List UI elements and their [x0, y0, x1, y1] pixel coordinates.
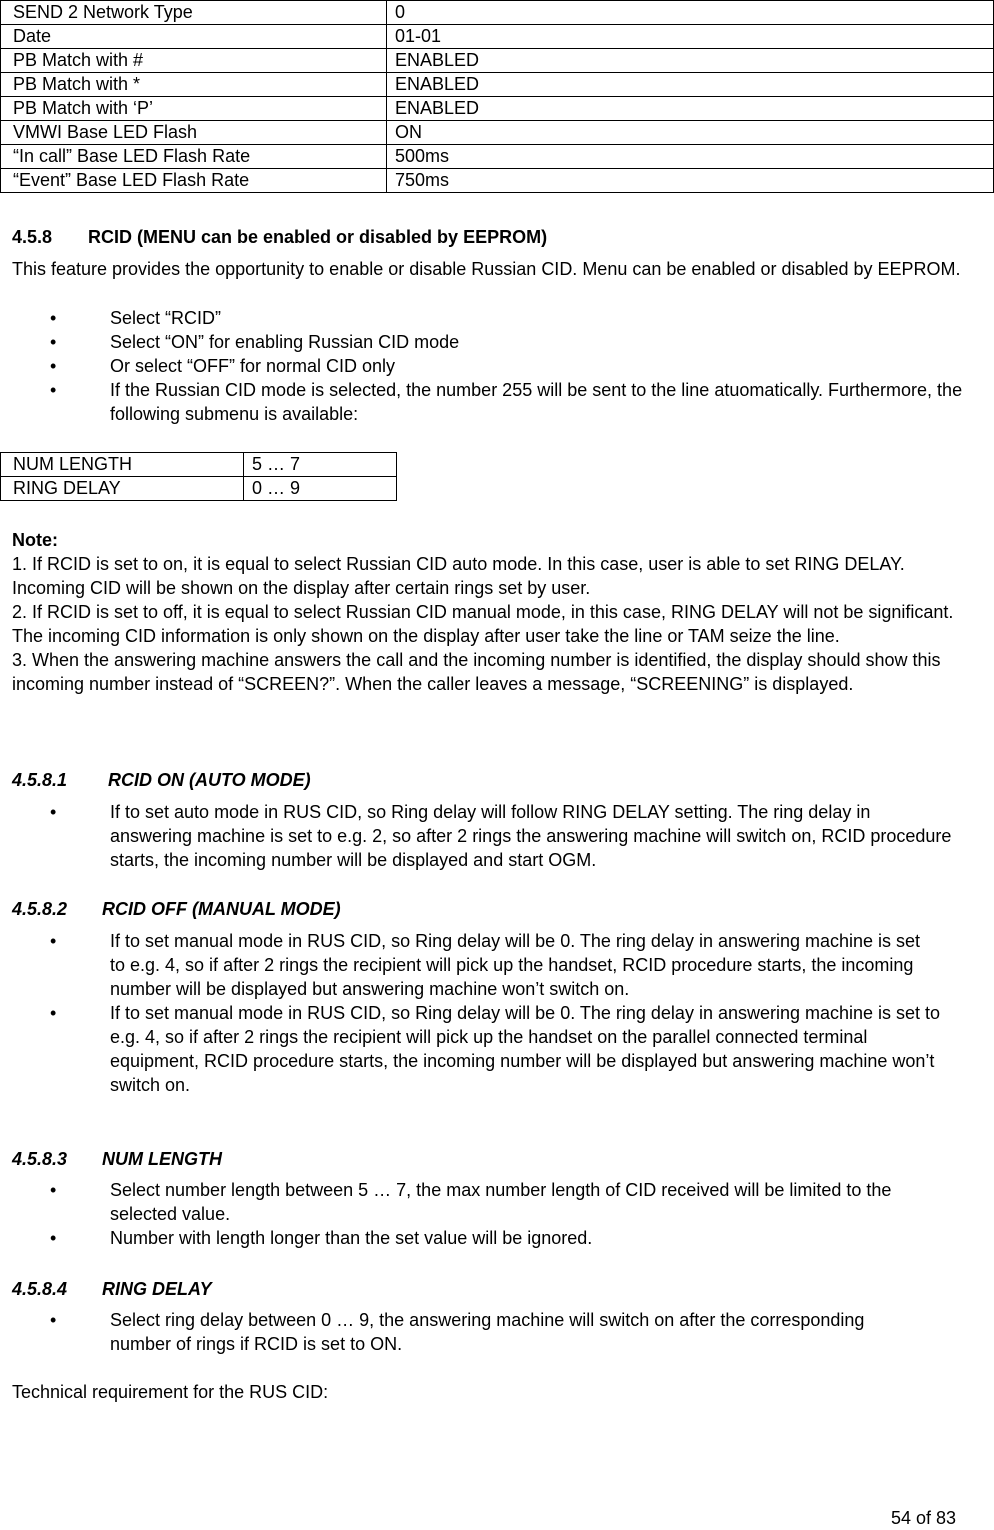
table-row: [1, 145, 994, 169]
list-item: • If to set auto mode in RUS CID, so Ring delay will follow RING DELAY setting. The ring delay in answering machine is set to e.g. 2, so after 2 rings the answering machine will switch on, RCID procedure starts, the incoming number will be displayed and start OGM.: [0, 800, 994, 872]
table-cell-key: PB Match with ‘P’: [1, 97, 387, 121]
subsection-number: 4.5.8.3: [12, 1149, 68, 1169]
table-cell-value: 0 … 9: [244, 477, 397, 501]
table-cell-key: “In call” Base LED Flash Rate: [1, 145, 387, 169]
list-item: • If to set manual mode in RUS CID, so Ring delay will be 0. The ring delay in answering machine is set to e.g. 4, so if after 2 rings the recipient will pick up the handset, RCID procedure starts, the incoming number will be displayed but answering machine won’t switch on.: [0, 929, 994, 1001]
note-item: 3. When the answering machine answers the call and the incoming number is identified, the display should show this incoming number instead of “SCREEN?”. When the caller leaves a message, “SCREENING” is displayed.: [12, 650, 941, 694]
list-item: • Select ring delay between 0 … 9, the answering machine will switch on after the corresponding number of rings if RCID is set to ON.: [0, 1308, 994, 1356]
subsection-title: NUM LENGTH: [102, 1149, 222, 1169]
note-label: Note:: [12, 530, 58, 550]
section-number: 4.5.8: [12, 227, 53, 247]
subsection-heading: [12, 1277, 994, 1301]
table-cell-key: PB Match with *: [1, 73, 387, 97]
list-item: • Select number length between 5 … 7, the max number length of CID received will be limited to the selected value.: [0, 1178, 994, 1226]
subsection-bullets: [0, 800, 994, 872]
submenu-table: [0, 452, 397, 501]
subsection-title: RCID ON (AUTO MODE): [108, 770, 311, 790]
note-item: 2. If RCID is set to off, it is equal to select Russian CID manual mode, in this case, RING DELAY will not be significant. The incoming CID information is only shown on the display after user take the line or TAM seize the line.: [12, 602, 954, 646]
table-row: [1, 453, 397, 477]
table-row: [1, 477, 397, 501]
subsection-number: 4.5.8.2: [12, 899, 68, 919]
closing-text: Technical requirement for the RUS CID:: [12, 1382, 329, 1402]
table-cell-key: RING DELAY: [1, 477, 244, 501]
list-item: • Select “ON” for enabling Russian CID mode: [0, 330, 994, 354]
table-cell-key: VMWI Base LED Flash: [1, 121, 387, 145]
page-number: 54 of 83: [890, 1508, 956, 1528]
subsection-bullets: [0, 1178, 994, 1250]
section-bullets: [0, 306, 994, 426]
table-row: [1, 73, 994, 97]
section-intro: This feature provides the opportunity to enable or disable Russian CID. Menu can be enabled or disabled by EEPROM.: [12, 259, 961, 279]
table-cell-key: Date: [1, 25, 387, 49]
list-item: • Number with length longer than the set value will be ignored.: [0, 1226, 994, 1250]
table-cell-key: PB Match with #: [1, 49, 387, 73]
settings-table: [0, 0, 994, 193]
table-cell-value: 5 … 7: [244, 453, 397, 477]
table-row: [1, 121, 994, 145]
table-cell-value: ENABLED: [387, 73, 994, 97]
table-cell-value: 750ms: [387, 169, 994, 193]
table-cell-value: 01-01: [387, 25, 994, 49]
table-cell-value: ENABLED: [387, 49, 994, 73]
section-heading: [12, 225, 994, 249]
subsection-number: 4.5.8.4: [12, 1279, 68, 1299]
table-cell-value: 500ms: [387, 145, 994, 169]
list-item: • Select “RCID”: [0, 306, 994, 330]
list-item: • If the Russian CID mode is selected, the number 255 will be sent to the line atuomatically. Furthermore, the following submenu is available:: [0, 378, 994, 426]
table-row: [1, 1, 994, 25]
subsection-title: RING DELAY: [102, 1279, 212, 1299]
table-cell-key: NUM LENGTH: [1, 453, 244, 477]
table-cell-key: SEND 2 Network Type: [1, 1, 387, 25]
subsection-bullets: [0, 929, 994, 1097]
subsection-heading: [12, 1147, 994, 1171]
table-row: [1, 49, 994, 73]
table-cell-key: “Event” Base LED Flash Rate: [1, 169, 387, 193]
subsection-heading: [12, 897, 994, 921]
list-item: • If to set manual mode in RUS CID, so Ring delay will be 0. The ring delay in answering machine is set to e.g. 4, so if after 2 rings the recipient will pick up the handset on the parallel connected terminal equipment, RCID procedure starts, the incoming number will be displayed but answering machine won’t switch on.: [0, 1001, 994, 1097]
note-item: 1. If RCID is set to on, it is equal to select Russian CID auto mode. In this case, user is able to set RING DELAY. Incoming CID will be shown on the display after certain rings set by user.: [12, 554, 905, 598]
table-cell-value: ON: [387, 121, 994, 145]
subsection-number: 4.5.8.1: [12, 770, 68, 790]
subsection-heading: [12, 768, 994, 792]
table-row: [1, 25, 994, 49]
table-row: [1, 169, 994, 193]
table-cell-value: 0: [387, 1, 994, 25]
table-row: [1, 97, 994, 121]
section-title: RCID (MENU can be enabled or disabled by EEPROM): [88, 227, 548, 247]
note-body: [12, 552, 970, 696]
table-cell-value: ENABLED: [387, 97, 994, 121]
subsection-bullets: [0, 1308, 994, 1356]
subsection-title: RCID OFF (MANUAL MODE): [102, 899, 341, 919]
list-item: • Or select “OFF” for normal CID only: [0, 354, 994, 378]
